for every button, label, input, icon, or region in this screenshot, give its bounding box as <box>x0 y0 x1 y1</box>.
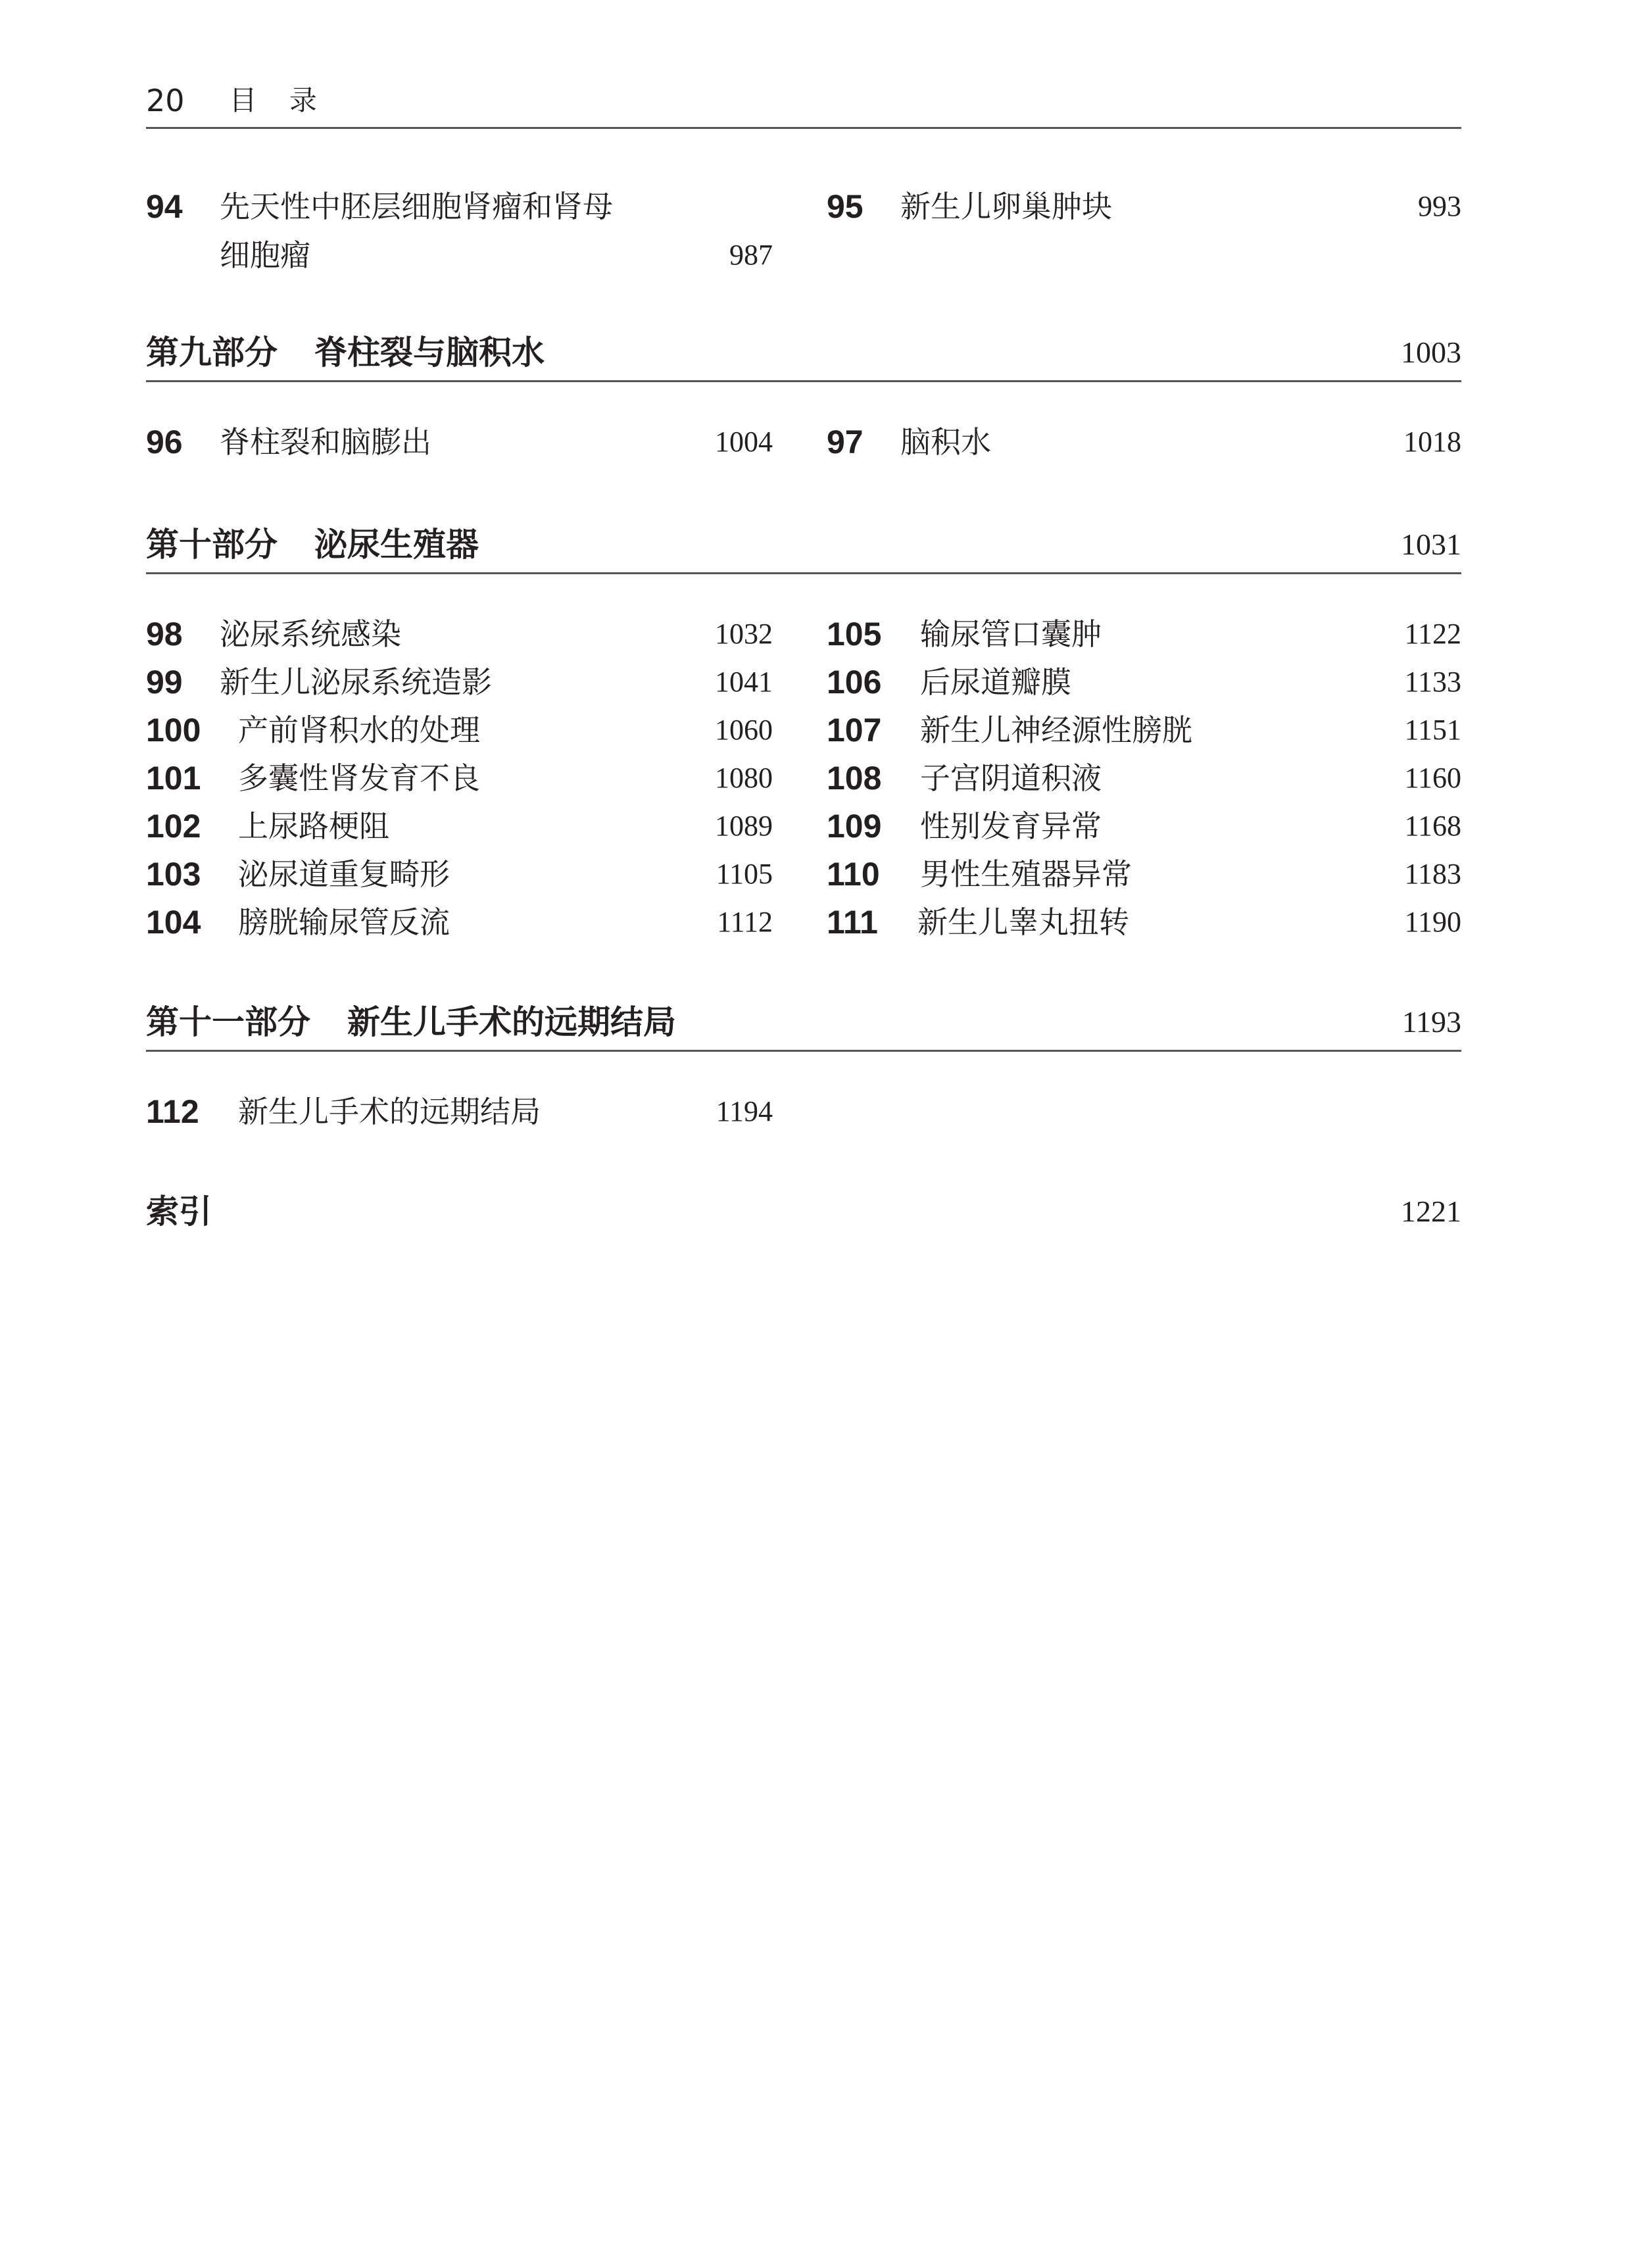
toc-entry-101[interactable] <box>146 754 773 802</box>
chapter-number: 103 <box>146 856 201 893</box>
chapter-title: 子宫阴道积液 <box>920 760 1102 796</box>
chapter-page: 1105 <box>716 858 773 890</box>
chapter-title: 新生儿神经源性膀胱 <box>920 712 1192 748</box>
chapter-page: 1060 <box>715 714 773 746</box>
part-title: 泌尿生殖器 <box>314 526 479 564</box>
chapter-number: 109 <box>827 808 882 845</box>
chapter-title-continued: 细胞瘤 <box>220 237 310 273</box>
toc-entry-105[interactable] <box>827 610 1461 658</box>
chapter-number: 99 <box>146 664 183 701</box>
toc-entry-102[interactable] <box>146 802 773 850</box>
chapter-title: 泌尿道重复畸形 <box>238 856 450 892</box>
toc-entry-103[interactable] <box>146 851 773 898</box>
chapter-title: 膀胱输尿管反流 <box>238 904 450 940</box>
toc-entry-95[interactable] <box>827 183 1461 230</box>
chapter-number: 110 <box>827 856 880 893</box>
toc-entry-97[interactable] <box>827 418 1461 466</box>
chapter-page: 1004 <box>715 426 773 458</box>
index-title: 索引 <box>146 1193 212 1231</box>
chapter-page: 1112 <box>717 906 773 938</box>
chapter-number: 107 <box>827 712 882 749</box>
toc-entry-111[interactable] <box>827 899 1461 946</box>
chapter-title: 新生儿卵巢肿块 <box>900 189 1112 224</box>
part-title: 脊柱裂与脑积水 <box>314 333 545 372</box>
toc-entry-110[interactable] <box>827 851 1461 898</box>
chapter-number: 94 <box>146 188 183 225</box>
chapter-page: 1018 <box>1403 426 1461 458</box>
toc-entry-94[interactable] <box>146 183 773 273</box>
chapter-page: 993 <box>1418 190 1461 222</box>
part-11 <box>146 995 1461 1152</box>
part-9 <box>146 325 1461 496</box>
chapter-page: 1194 <box>716 1095 773 1127</box>
chapter-title: 新生儿睾丸扭转 <box>917 904 1129 940</box>
chapter-number: 96 <box>146 424 183 460</box>
part-page: 1003 <box>1401 335 1461 369</box>
toc-entry-100[interactable] <box>146 706 773 754</box>
part-heading[interactable] <box>146 995 1461 1052</box>
chapter-page: 1151 <box>1404 714 1461 746</box>
toc-entry-104[interactable] <box>146 899 773 946</box>
toc-entry-99[interactable] <box>146 658 773 706</box>
chapter-page: 1089 <box>715 810 773 842</box>
part-label: 第九部分 <box>146 333 278 372</box>
chapter-title: 泌尿系统感染 <box>220 616 401 652</box>
chapter-title: 先天性中胚层细胞肾瘤和肾母 <box>220 189 613 224</box>
chapter-page: 1080 <box>715 762 773 794</box>
chapter-number: 98 <box>146 616 183 653</box>
part-10 <box>146 517 1461 977</box>
toc-entry-107[interactable] <box>827 706 1461 754</box>
chapter-title: 产前肾积水的处理 <box>238 712 480 748</box>
part-title: 新生儿手术的远期结局 <box>347 1003 676 1041</box>
toc-entry-108[interactable] <box>827 754 1461 802</box>
part-heading[interactable] <box>146 517 1461 574</box>
part-page: 1193 <box>1401 1005 1461 1039</box>
chapter-title: 输尿管口囊肿 <box>920 616 1102 652</box>
part-heading[interactable] <box>146 325 1461 382</box>
part-page: 1031 <box>1401 528 1461 561</box>
chapter-title: 新生儿手术的远期结局 <box>238 1094 541 1129</box>
chapter-page: 1133 <box>1404 666 1461 698</box>
chapter-page: 1183 <box>1404 858 1461 890</box>
part-label: 第十一部分 <box>146 1003 310 1041</box>
section-title: 目 录 <box>229 84 329 116</box>
chapter-page: 1168 <box>1404 810 1461 842</box>
chapter-title: 后尿道瓣膜 <box>920 664 1071 700</box>
chapter-number: 100 <box>146 712 201 749</box>
chapter-number: 95 <box>827 188 864 225</box>
chapter-number: 97 <box>827 424 864 460</box>
running-header <box>146 78 1461 129</box>
toc-entry-98[interactable] <box>146 610 773 658</box>
chapter-page: 1122 <box>1404 618 1461 650</box>
chapter-title: 多囊性肾发育不良 <box>238 760 480 796</box>
chapter-number: 106 <box>827 664 882 701</box>
chapter-page: 987 <box>729 239 773 271</box>
part-label: 第十部分 <box>146 526 278 564</box>
chapter-title: 上尿路梗阻 <box>238 808 389 844</box>
chapter-title: 新生儿泌尿系统造影 <box>220 664 492 700</box>
chapter-page: 1160 <box>1404 762 1461 794</box>
toc-entry-106[interactable] <box>827 658 1461 706</box>
toc-entry-109[interactable] <box>827 802 1461 850</box>
chapter-page: 1190 <box>1404 906 1461 938</box>
page-number: 20 <box>146 83 185 118</box>
chapter-title: 脊柱裂和脑膨出 <box>220 424 431 460</box>
chapter-number: 105 <box>827 616 882 653</box>
chapter-number: 104 <box>146 904 201 941</box>
index-page: 1221 <box>1401 1195 1461 1228</box>
toc-entry-112[interactable] <box>146 1088 773 1135</box>
chapter-number: 102 <box>146 808 201 845</box>
chapter-title: 男性生殖器异常 <box>920 856 1132 892</box>
chapter-number: 108 <box>827 760 882 797</box>
toc-continuation <box>146 183 1461 288</box>
chapter-number: 112 <box>146 1093 199 1130</box>
chapter-title: 脑积水 <box>900 424 991 460</box>
chapter-page: 1032 <box>715 618 773 650</box>
chapter-page: 1041 <box>715 666 773 698</box>
chapter-number: 111 <box>827 904 878 941</box>
toc-entry-96[interactable] <box>146 418 773 466</box>
chapter-title: 性别发育异常 <box>920 808 1102 844</box>
toc-entry-index[interactable] <box>146 1184 1461 1239</box>
chapter-number: 101 <box>146 760 201 797</box>
